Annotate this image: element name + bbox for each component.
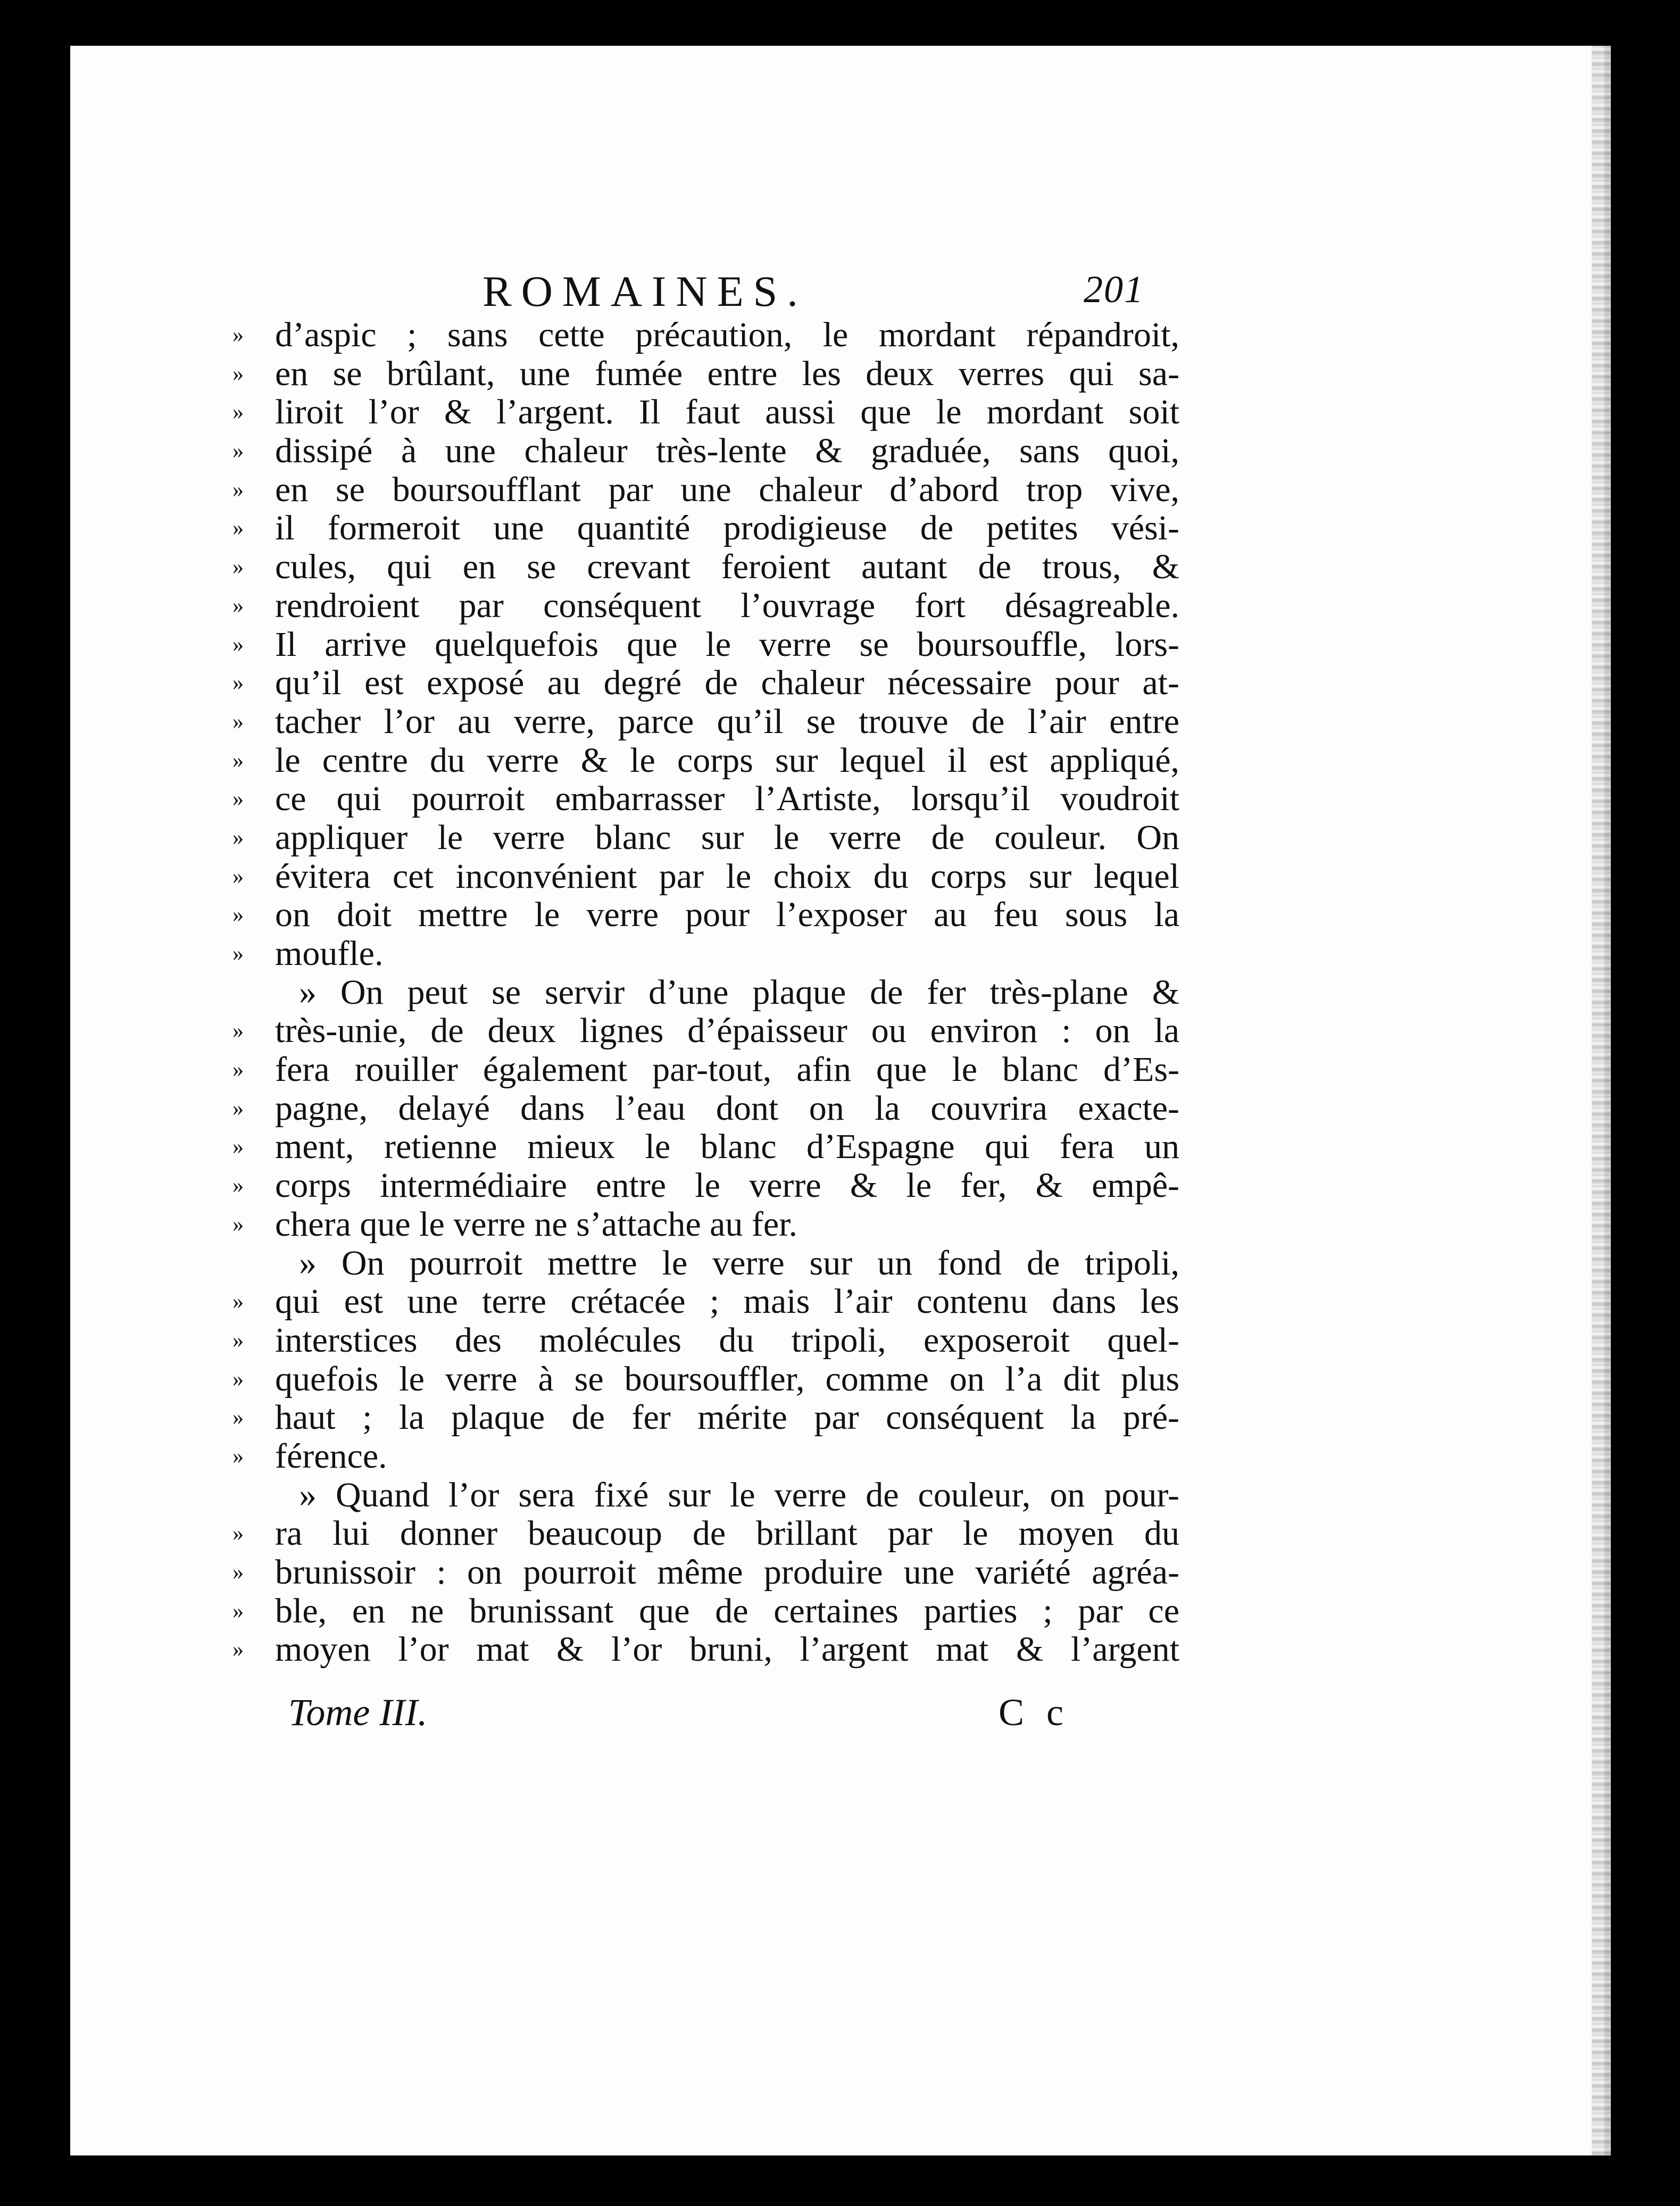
text-line — [232, 1244, 1185, 1283]
line-text: en se brûlant, une fumée entre les deux verres qui sa- — [275, 354, 1179, 393]
line-text: liroit l’or & l’argent. Il faut aussi que le mordant soit — [275, 393, 1179, 432]
quote-mark: » — [232, 1289, 242, 1314]
page-header — [70, 267, 1604, 320]
quote-mark: » — [232, 593, 242, 618]
text-line — [232, 1476, 1185, 1515]
body-text — [232, 316, 1185, 1669]
text-line — [232, 1514, 1185, 1553]
text-line — [232, 1630, 1185, 1669]
text-line — [232, 1360, 1185, 1399]
quote-mark: » — [232, 1096, 242, 1121]
signature-mark: C c — [999, 1691, 1070, 1734]
text-line — [232, 664, 1185, 703]
quote-mark: » — [232, 632, 242, 657]
line-text: il formeroit une quantité prodigieuse de petites vési- — [275, 509, 1179, 548]
quote-mark: » — [232, 1521, 242, 1546]
text-line — [232, 1205, 1185, 1244]
line-text: fera rouiller également par-tout, afin que le blanc d’Es- — [275, 1050, 1179, 1089]
quote-mark: » — [232, 903, 242, 928]
text-line — [232, 393, 1185, 432]
line-text: chera que le verre ne s’attache au fer. — [275, 1204, 798, 1244]
quote-mark: » — [232, 787, 242, 812]
line-text: moyen l’or mat & l’or bruni, l’argent mat & l’argent — [275, 1630, 1179, 1669]
text-line — [232, 742, 1185, 780]
text-line — [232, 316, 1185, 355]
quote-mark: » — [232, 1560, 242, 1585]
line-text: rendroient par conséquent l’ouvrage fort désagreable. — [275, 586, 1179, 625]
text-line — [232, 1592, 1185, 1631]
text-line — [232, 626, 1185, 664]
quote-mark: » — [232, 1405, 242, 1430]
line-text: très-unie, de deux lignes d’épaisseur ou environ : on la — [275, 1011, 1179, 1051]
line-text: le centre du verre & le corps sur lequel il est appliqué, — [275, 740, 1179, 780]
quote-mark: » — [232, 1173, 242, 1198]
text-line — [232, 973, 1185, 1012]
quote-mark: » — [232, 1019, 242, 1044]
line-text: férence. — [275, 1436, 387, 1476]
line-text: interstices des molécules du tripoli, exposeroit quel- — [275, 1320, 1179, 1360]
quote-mark: » — [232, 1328, 242, 1353]
text-line — [232, 509, 1185, 548]
page-number: 201 — [1084, 268, 1144, 311]
text-line — [232, 355, 1185, 394]
book-page — [70, 46, 1604, 2155]
line-text: tacher l’or au verre, parce qu’il se trouve de l’air entre — [275, 702, 1179, 741]
line-text: ce qui pourroit embarrasser l’Artiste, lorsqu’il voudroit — [275, 779, 1179, 819]
line-text: brunissoir : on pourroit même produire une variété agréa- — [275, 1553, 1179, 1592]
text-line — [232, 703, 1185, 742]
text-line — [232, 1437, 1185, 1476]
text-line — [232, 1128, 1185, 1167]
text-line — [232, 896, 1185, 935]
text-line — [232, 1051, 1185, 1089]
line-text: » Quand l’or sera fixé sur le verre de couleur, on pour- — [299, 1475, 1179, 1514]
text-line — [232, 432, 1185, 471]
text-line — [232, 1398, 1185, 1437]
quote-mark: » — [232, 1058, 242, 1083]
line-text: ra lui donner beaucoup de brillant par le moyen du — [275, 1514, 1179, 1553]
text-line — [232, 935, 1185, 973]
quote-mark: » — [232, 555, 242, 580]
quote-mark: » — [232, 709, 242, 734]
line-text: corps intermédiaire entre le verre & le fer, & empê- — [275, 1166, 1179, 1205]
line-text: dissipé à une chaleur très-lente & graduée, sans quoi, — [275, 431, 1179, 471]
line-text: quefois le verre à se boursouffler, comme on l’a dit plus — [275, 1359, 1179, 1398]
quote-mark: » — [232, 516, 242, 541]
quote-mark: » — [232, 825, 242, 850]
line-text: moufle. — [275, 934, 384, 973]
line-text: qu’il est exposé au degré de chaleur nécessaire pour at- — [275, 663, 1179, 703]
line-text: cules, qui en se crevant feroient autant de trous, & — [275, 547, 1179, 587]
line-text: en se boursoufflant par une chaleur d’abord trop vive, — [275, 470, 1179, 509]
text-line — [232, 858, 1185, 896]
quote-mark: » — [232, 671, 242, 696]
line-text: d’aspic ; sans cette précaution, le mordant répandroit, — [275, 315, 1179, 354]
quote-mark: » — [232, 1212, 242, 1237]
quote-mark: » — [232, 1135, 242, 1160]
quote-mark: » — [232, 1637, 242, 1662]
text-line — [232, 1553, 1185, 1592]
text-line — [232, 471, 1185, 510]
text-line — [232, 1321, 1185, 1360]
line-text: pagne, delayé dans l’eau dont on la couvrira exacte- — [275, 1088, 1179, 1128]
line-text: ment, retienne mieux le blanc d’Espagne qui fera un — [275, 1127, 1179, 1167]
text-line — [232, 1167, 1185, 1205]
quote-mark: » — [232, 323, 242, 347]
line-text: Il arrive quelquefois que le verre se boursouffle, lors- — [275, 625, 1179, 664]
line-text: » On pourroit mettre le verre sur un fond de tripoli, — [299, 1243, 1179, 1283]
text-line — [232, 548, 1185, 587]
text-line — [232, 1012, 1185, 1051]
line-text: évitera cet inconvénient par le choix du corps sur lequel — [275, 856, 1179, 896]
text-line — [232, 587, 1185, 626]
text-line — [232, 1089, 1185, 1128]
quote-mark: » — [232, 748, 242, 773]
quote-mark: » — [232, 400, 242, 425]
quote-mark: » — [232, 477, 242, 502]
quote-mark: » — [232, 942, 242, 966]
quote-mark: » — [232, 1367, 242, 1392]
quote-mark: » — [232, 1599, 242, 1624]
quote-mark: » — [232, 439, 242, 464]
line-text: appliquer le verre blanc sur le verre de couleur. On — [275, 818, 1179, 857]
line-text: » On peut se servir d’une plaque de fer très-plane & — [299, 972, 1179, 1012]
running-title: ROMAINES. — [483, 267, 808, 315]
line-text: qui est une terre crétacée ; mais l’air contenu dans les — [275, 1282, 1179, 1321]
line-text: on doit mettre le verre pour l’exposer au feu sous la — [275, 895, 1179, 935]
text-line — [232, 780, 1185, 819]
text-line — [232, 819, 1185, 858]
volume-label: Tome III. — [288, 1691, 428, 1734]
page-edge — [1592, 46, 1611, 2155]
quote-mark: » — [232, 864, 242, 889]
line-text: ble, en ne brunissant que de certaines parties ; par ce — [275, 1591, 1179, 1630]
line-text: haut ; la plaque de fer mérite par conséquent la pré- — [275, 1398, 1179, 1437]
quote-mark: » — [232, 1444, 242, 1469]
quote-mark: » — [232, 361, 242, 386]
text-line — [232, 1283, 1185, 1321]
